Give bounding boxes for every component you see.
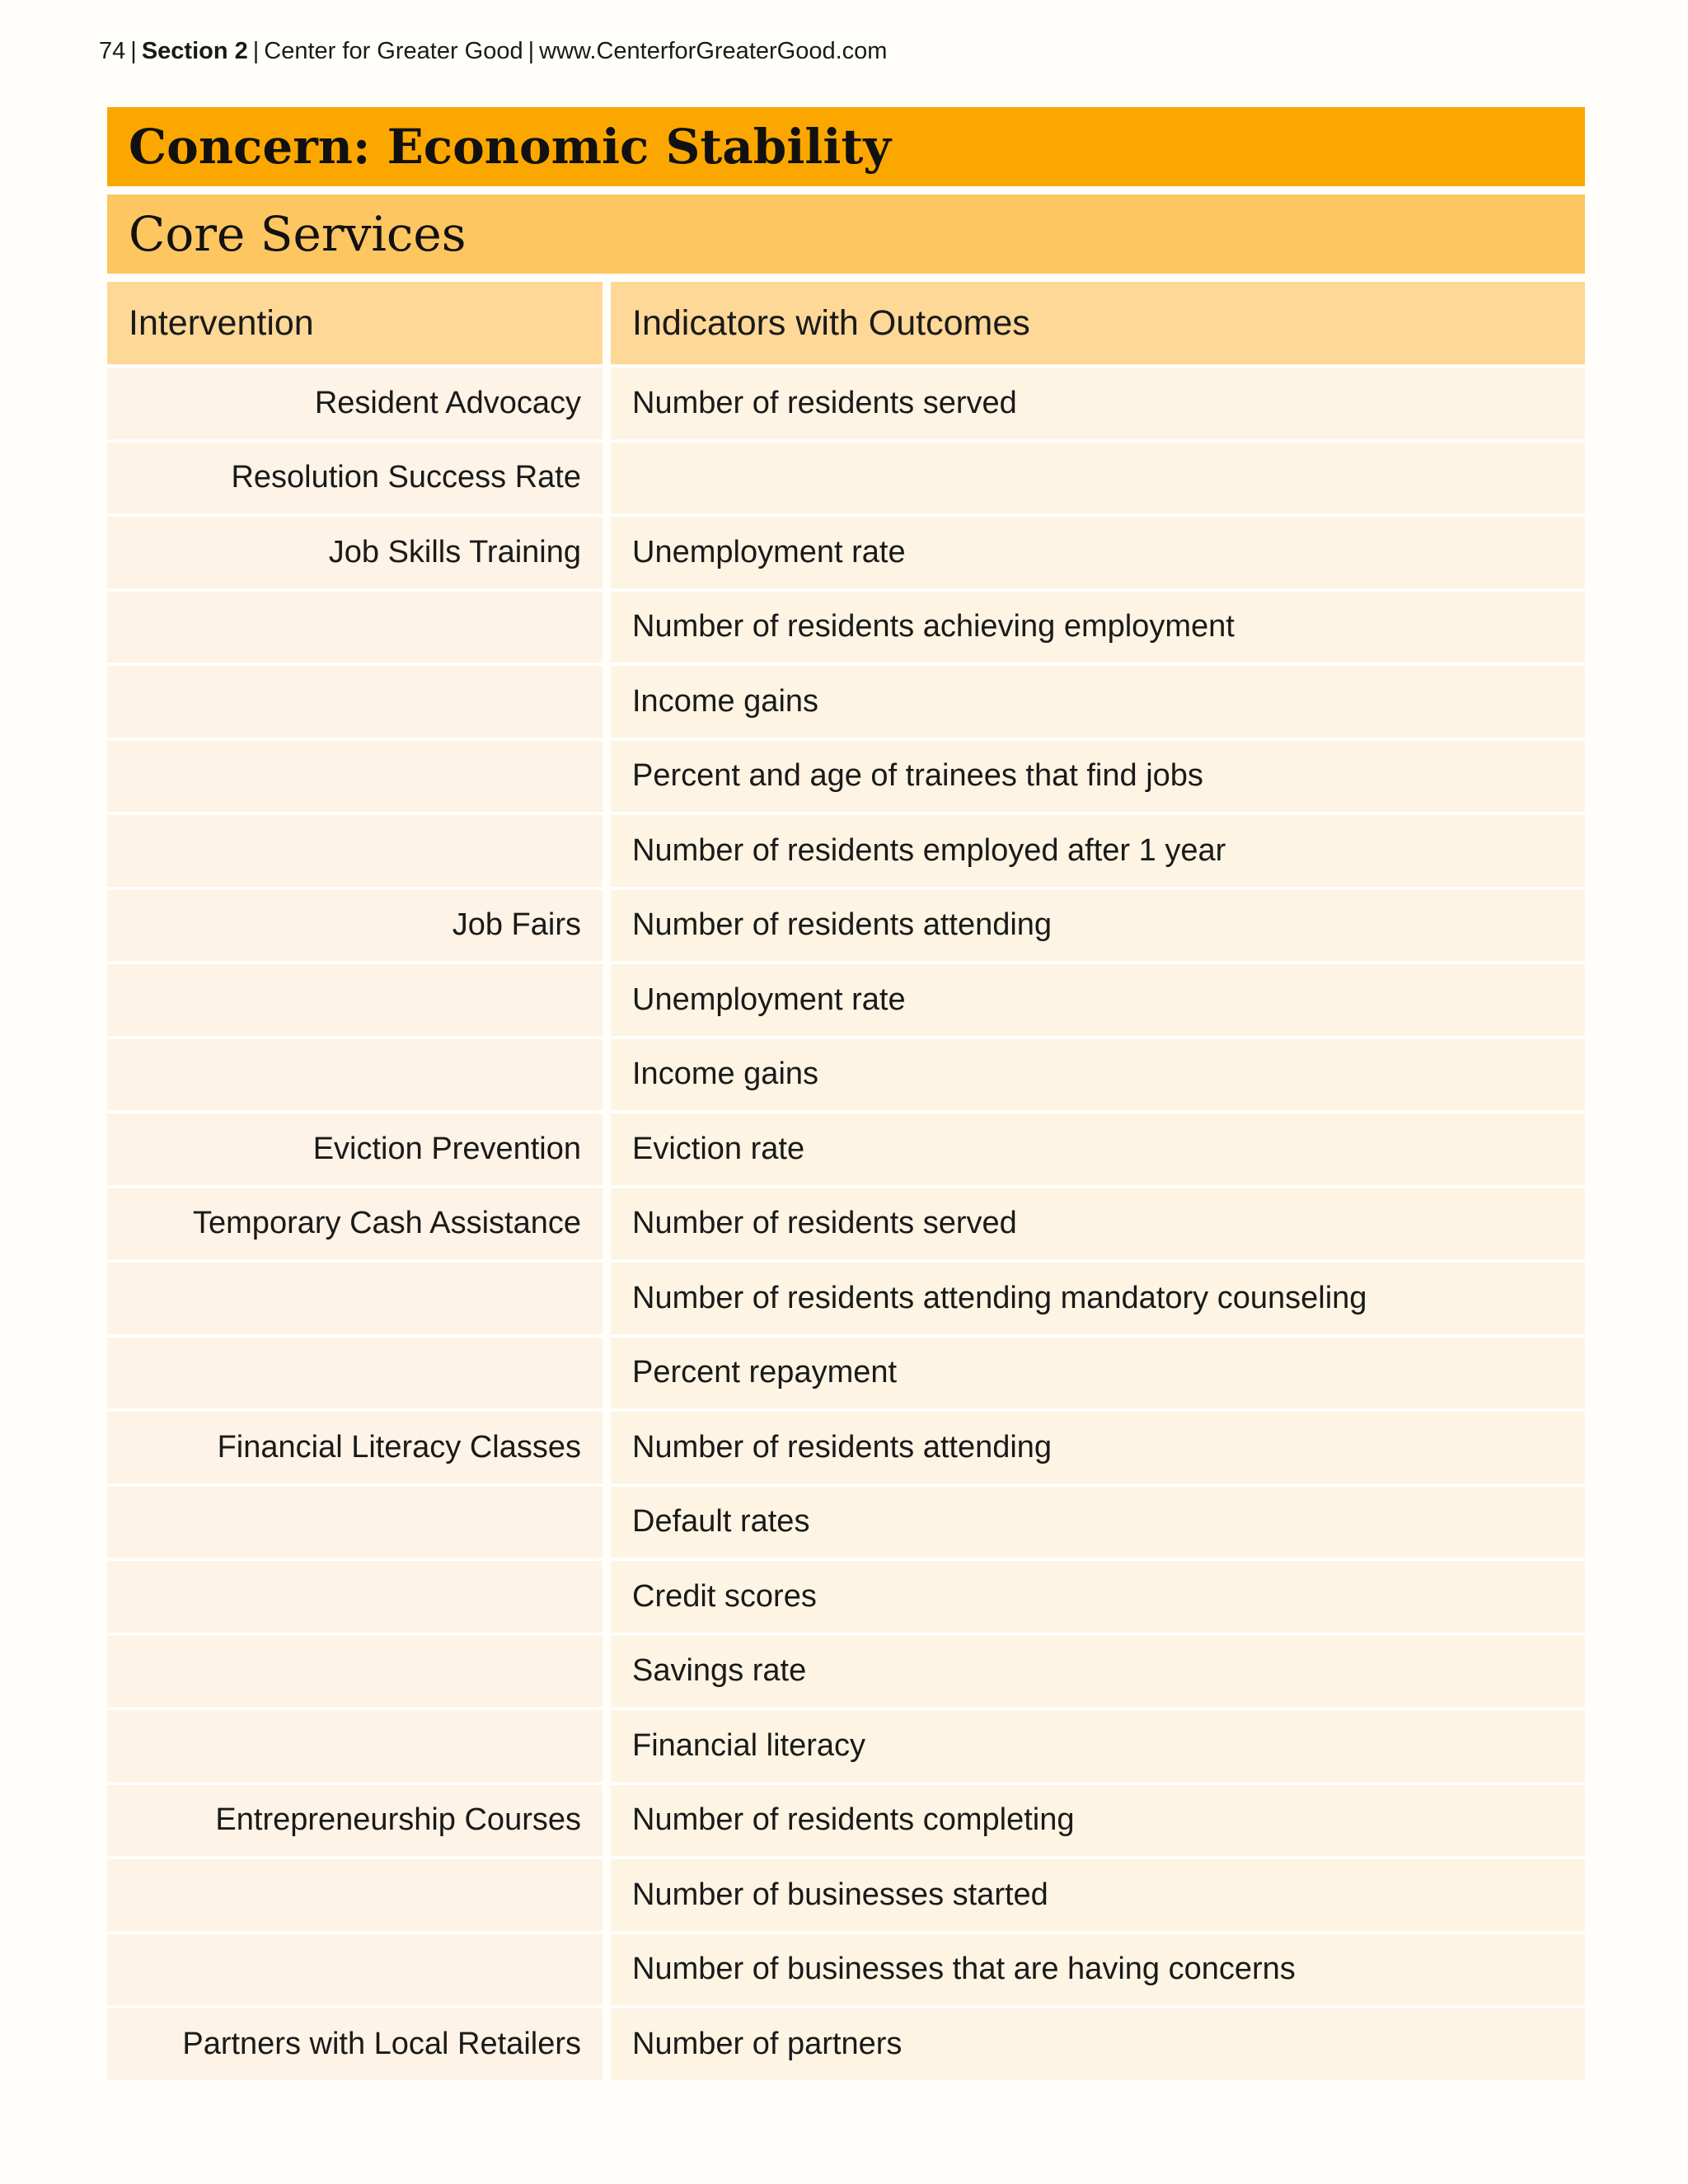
intervention-cell [107,815,603,887]
indicator-cell: Number of residents completing [611,1785,1585,1857]
intervention-cell [107,592,603,663]
section-label: Section 2 [141,38,248,64]
indicator-cell [611,443,1585,514]
intervention-cell: Job Fairs [107,890,603,962]
indicator-cell: Percent repayment [611,1338,1585,1409]
indicator-cell: Financial literacy [611,1710,1585,1782]
indicator-cell: Unemployment rate [611,517,1585,588]
organization-name: Center for Greater Good [264,38,523,64]
indicator-cell: Number of residents achieving employment [611,592,1585,663]
concern-title: Concern: Economic Stability [129,119,891,175]
indicator-cell: Number of businesses that are having concerns [611,1934,1585,2006]
intervention-cell [107,964,603,1036]
indicator-cell: Percent and age of trainees that find jobs [611,741,1585,813]
indicator-cell: Unemployment rate [611,964,1585,1036]
indicator-cell: Number of residents served [611,368,1585,439]
intervention-cell [107,1487,603,1558]
indicator-cell: Default rates [611,1487,1585,1558]
indicator-cell: Number of residents employed after 1 year [611,815,1585,887]
intervention-cell: Financial Literacy Classes [107,1412,603,1483]
indicator-cell: Number of residents served [611,1188,1585,1260]
intervention-cell [107,1263,603,1334]
website-url: www.CenterforGreaterGood.com [539,38,888,64]
header-separator: | [130,38,137,64]
intervention-cell [107,1710,603,1782]
column-header-indicators: Indicators with Outcomes [611,282,1585,364]
intervention-cell [107,741,603,813]
intervention-cell [107,1338,603,1409]
indicator-cell: Number of residents attending [611,1412,1585,1483]
header-separator: | [528,38,535,64]
intervention-cell: Resolution Success Rate [107,443,603,514]
concern-title-bar [107,107,1585,186]
header-separator: | [252,38,260,64]
indicator-cell: Number of businesses started [611,1859,1585,1931]
intervention-cell [107,1561,603,1633]
indicator-cell: Credit scores [611,1561,1585,1633]
running-header [99,38,887,65]
intervention-cell [107,1039,603,1111]
indicator-cell: Number of partners [611,2008,1585,2080]
indicator-cell: Number of residents attending [611,890,1585,962]
intervention-cell: Temporary Cash Assistance [107,1188,603,1260]
intervention-cell [107,1636,603,1708]
intervention-cell [107,666,603,738]
intervention-cell: Eviction Prevention [107,1113,603,1185]
indicator-cell: Number of residents attending mandatory counseling [611,1263,1585,1334]
subsection-title: Core Services [129,206,467,262]
indicator-cell: Income gains [611,1039,1585,1111]
indicator-cell: Eviction rate [611,1113,1585,1185]
page-number: 74 [99,38,126,64]
services-table [107,282,1585,2080]
intervention-cell: Resident Advocacy [107,368,603,439]
intervention-cell: Partners with Local Retailers [107,2008,603,2080]
intervention-cell [107,1859,603,1931]
indicator-cell: Income gains [611,666,1585,738]
column-header-intervention: Intervention [107,282,603,364]
intervention-cell [107,1934,603,2006]
intervention-cell: Job Skills Training [107,517,603,588]
indicator-cell: Savings rate [611,1636,1585,1708]
concern-panel [107,107,1585,2080]
intervention-cell: Entrepreneurship Courses [107,1785,603,1857]
subsection-title-bar [107,194,1585,274]
